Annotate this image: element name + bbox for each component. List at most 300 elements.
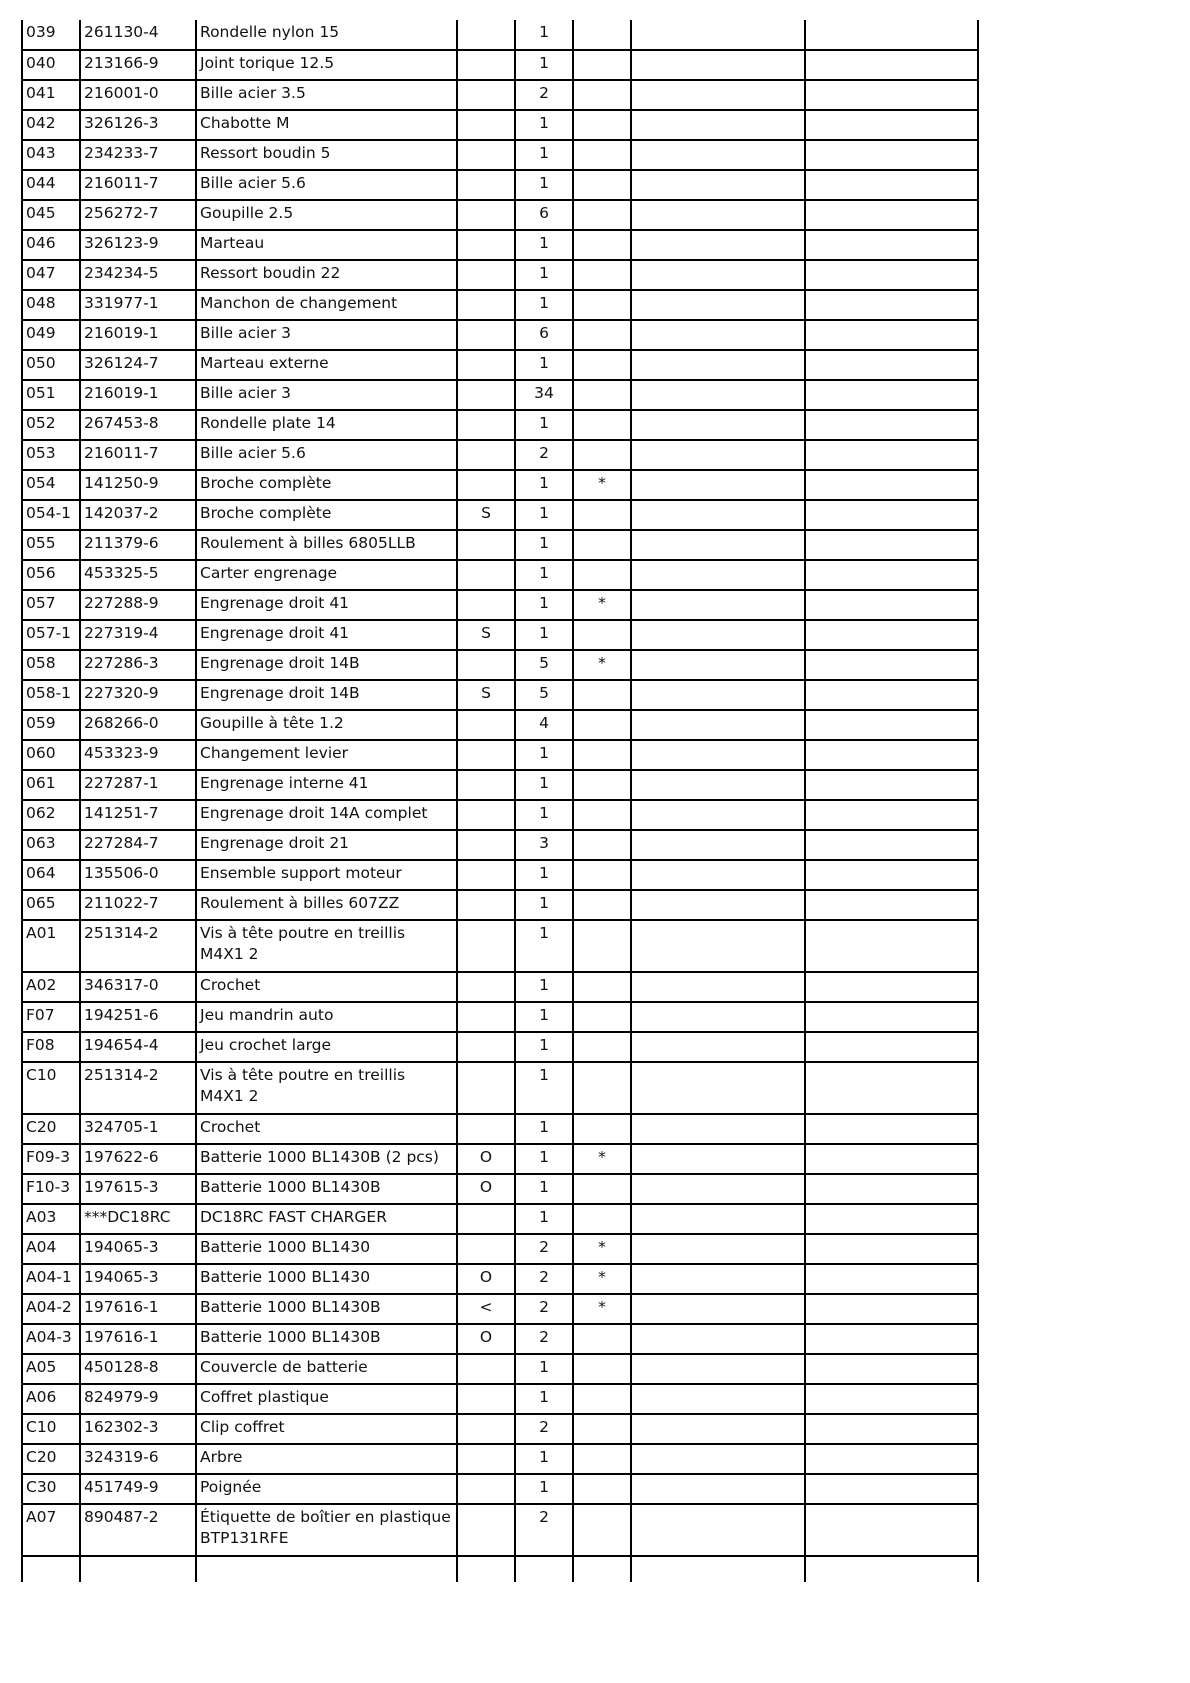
part-number-cell: 142037-2 bbox=[80, 500, 196, 530]
quantity-cell: 5 bbox=[515, 680, 573, 710]
extra-cell-1 bbox=[631, 320, 805, 350]
extra-cell-2 bbox=[805, 890, 978, 920]
extra-cell-2 bbox=[805, 140, 978, 170]
extra-cell-1 bbox=[631, 560, 805, 590]
extra-cell-2 bbox=[805, 1174, 978, 1204]
table-row bbox=[22, 1062, 978, 1114]
extra-cell-2 bbox=[805, 290, 978, 320]
mark-cell bbox=[573, 260, 631, 290]
quantity-cell: 1 bbox=[515, 972, 573, 1002]
table-row bbox=[22, 140, 978, 170]
part-number-cell: 326124-7 bbox=[80, 350, 196, 380]
part-number-cell: 197616-1 bbox=[80, 1324, 196, 1354]
mark-cell bbox=[573, 860, 631, 890]
description-cell: Batterie 1000 BL1430B bbox=[196, 1324, 457, 1354]
note-cell bbox=[457, 650, 515, 680]
description-cell: Bille acier 5.6 bbox=[196, 170, 457, 200]
part-number-cell: 234234-5 bbox=[80, 260, 196, 290]
description-cell: Couvercle de batterie bbox=[196, 1354, 457, 1384]
description-cell: Engrenage droit 41 bbox=[196, 620, 457, 650]
extra-cell-2 bbox=[805, 830, 978, 860]
part-number-cell: 141250-9 bbox=[80, 470, 196, 500]
quantity-cell: 1 bbox=[515, 1002, 573, 1032]
quantity-cell: 1 bbox=[515, 500, 573, 530]
quantity-cell: 1 bbox=[515, 590, 573, 620]
part-number-cell: 227286-3 bbox=[80, 650, 196, 680]
extra-cell-1 bbox=[631, 140, 805, 170]
mark-cell bbox=[573, 320, 631, 350]
part-number-cell: 141251-7 bbox=[80, 800, 196, 830]
note-cell bbox=[457, 20, 515, 50]
empty-cell bbox=[573, 1556, 631, 1582]
item-number-cell: A03 bbox=[22, 1204, 80, 1234]
quantity-cell: 1 bbox=[515, 1204, 573, 1234]
extra-cell-2 bbox=[805, 1002, 978, 1032]
quantity-cell: 1 bbox=[515, 470, 573, 500]
table-row bbox=[22, 290, 978, 320]
item-number-cell: 058 bbox=[22, 650, 80, 680]
item-number-cell: C30 bbox=[22, 1474, 80, 1504]
extra-cell-2 bbox=[805, 200, 978, 230]
item-number-cell: A06 bbox=[22, 1384, 80, 1414]
note-cell: O bbox=[457, 1324, 515, 1354]
note-cell bbox=[457, 290, 515, 320]
note-cell bbox=[457, 560, 515, 590]
extra-cell-2 bbox=[805, 590, 978, 620]
table-row bbox=[22, 770, 978, 800]
part-number-cell: 197616-1 bbox=[80, 1294, 196, 1324]
part-number-cell: 227287-1 bbox=[80, 770, 196, 800]
mark-cell bbox=[573, 1174, 631, 1204]
description-cell: Broche complète bbox=[196, 470, 457, 500]
note-cell bbox=[457, 470, 515, 500]
mark-cell bbox=[573, 1474, 631, 1504]
item-number-cell: A07 bbox=[22, 1504, 80, 1556]
note-cell bbox=[457, 1384, 515, 1414]
extra-cell-1 bbox=[631, 1444, 805, 1474]
description-cell: Rondelle plate 14 bbox=[196, 410, 457, 440]
part-number-cell: 135506-0 bbox=[80, 860, 196, 890]
item-number-cell: C10 bbox=[22, 1414, 80, 1444]
extra-cell-2 bbox=[805, 530, 978, 560]
note-cell bbox=[457, 920, 515, 972]
note-cell bbox=[457, 350, 515, 380]
note-cell bbox=[457, 80, 515, 110]
part-number-cell: 324705-1 bbox=[80, 1114, 196, 1144]
description-cell: Batterie 1000 BL1430 bbox=[196, 1264, 457, 1294]
table-row bbox=[22, 80, 978, 110]
extra-cell-2 bbox=[805, 1234, 978, 1264]
item-number-cell: A04 bbox=[22, 1234, 80, 1264]
table-row bbox=[22, 1204, 978, 1234]
extra-cell-1 bbox=[631, 170, 805, 200]
note-cell bbox=[457, 320, 515, 350]
item-number-cell: 052 bbox=[22, 410, 80, 440]
extra-cell-1 bbox=[631, 1294, 805, 1324]
part-number-cell: 268266-0 bbox=[80, 710, 196, 740]
quantity-cell: 1 bbox=[515, 1384, 573, 1414]
part-number-cell: 227288-9 bbox=[80, 590, 196, 620]
description-cell: Changement levier bbox=[196, 740, 457, 770]
part-number-cell: 331977-1 bbox=[80, 290, 196, 320]
quantity-cell: 1 bbox=[515, 1354, 573, 1384]
part-number-cell: 227319-4 bbox=[80, 620, 196, 650]
empty-cell bbox=[80, 1556, 196, 1582]
description-cell: Joint torique 12.5 bbox=[196, 50, 457, 80]
note-cell bbox=[457, 1032, 515, 1062]
mark-cell bbox=[573, 1114, 631, 1144]
extra-cell-1 bbox=[631, 972, 805, 1002]
table-row bbox=[22, 1474, 978, 1504]
extra-cell-1 bbox=[631, 1174, 805, 1204]
quantity-cell: 1 bbox=[515, 1032, 573, 1062]
mark-cell bbox=[573, 1324, 631, 1354]
extra-cell-1 bbox=[631, 890, 805, 920]
part-number-cell: 267453-8 bbox=[80, 410, 196, 440]
item-number-cell: 054 bbox=[22, 470, 80, 500]
table-row bbox=[22, 920, 978, 972]
extra-cell-2 bbox=[805, 440, 978, 470]
table-row bbox=[22, 1114, 978, 1144]
extra-cell-1 bbox=[631, 710, 805, 740]
part-number-cell: 251314-2 bbox=[80, 920, 196, 972]
item-number-cell: F10-3 bbox=[22, 1174, 80, 1204]
table-row bbox=[22, 1032, 978, 1062]
part-number-cell: 451749-9 bbox=[80, 1474, 196, 1504]
extra-cell-2 bbox=[805, 320, 978, 350]
extra-cell-2 bbox=[805, 80, 978, 110]
table-row bbox=[22, 620, 978, 650]
mark-cell bbox=[573, 170, 631, 200]
part-number-cell: 194065-3 bbox=[80, 1264, 196, 1294]
description-cell: Crochet bbox=[196, 972, 457, 1002]
part-number-cell: 194654-4 bbox=[80, 1032, 196, 1062]
extra-cell-2 bbox=[805, 800, 978, 830]
table-row bbox=[22, 1174, 978, 1204]
table-row bbox=[22, 1504, 978, 1556]
description-cell: Ressort boudin 22 bbox=[196, 260, 457, 290]
note-cell: O bbox=[457, 1174, 515, 1204]
item-number-cell: F07 bbox=[22, 1002, 80, 1032]
description-cell: Étiquette de boîtier en plastique BTP131RFE bbox=[196, 1504, 457, 1556]
table-row bbox=[22, 440, 978, 470]
table-row bbox=[22, 1384, 978, 1414]
note-cell bbox=[457, 770, 515, 800]
item-number-cell: A01 bbox=[22, 920, 80, 972]
extra-cell-1 bbox=[631, 920, 805, 972]
mark-cell bbox=[573, 500, 631, 530]
extra-cell-1 bbox=[631, 1384, 805, 1414]
quantity-cell: 2 bbox=[515, 80, 573, 110]
item-number-cell: F08 bbox=[22, 1032, 80, 1062]
quantity-cell: 2 bbox=[515, 1504, 573, 1556]
item-number-cell: 046 bbox=[22, 230, 80, 260]
mark-cell bbox=[573, 1354, 631, 1384]
mark-cell bbox=[573, 350, 631, 380]
mark-cell bbox=[573, 1204, 631, 1234]
quantity-cell: 1 bbox=[515, 1474, 573, 1504]
extra-cell-2 bbox=[805, 1414, 978, 1444]
extra-cell-2 bbox=[805, 740, 978, 770]
extra-cell-1 bbox=[631, 1324, 805, 1354]
mark-cell bbox=[573, 80, 631, 110]
mark-cell bbox=[573, 1062, 631, 1114]
table-row bbox=[22, 710, 978, 740]
extra-cell-1 bbox=[631, 1204, 805, 1234]
part-number-cell: ***DC18RC bbox=[80, 1204, 196, 1234]
table-row bbox=[22, 410, 978, 440]
mark-cell bbox=[573, 560, 631, 590]
extra-cell-1 bbox=[631, 440, 805, 470]
quantity-cell: 1 bbox=[515, 410, 573, 440]
note-cell bbox=[457, 890, 515, 920]
description-cell: Marteau externe bbox=[196, 350, 457, 380]
extra-cell-1 bbox=[631, 350, 805, 380]
note-cell bbox=[457, 200, 515, 230]
part-number-cell: 216001-0 bbox=[80, 80, 196, 110]
extra-cell-1 bbox=[631, 80, 805, 110]
note-cell bbox=[457, 50, 515, 80]
note-cell bbox=[457, 260, 515, 290]
description-cell: Broche complète bbox=[196, 500, 457, 530]
description-cell: Ensemble support moteur bbox=[196, 860, 457, 890]
item-number-cell: 047 bbox=[22, 260, 80, 290]
extra-cell-2 bbox=[805, 110, 978, 140]
item-number-cell: A05 bbox=[22, 1354, 80, 1384]
description-cell: Engrenage droit 14A complet bbox=[196, 800, 457, 830]
extra-cell-2 bbox=[805, 680, 978, 710]
quantity-cell: 1 bbox=[515, 740, 573, 770]
quantity-cell: 1 bbox=[515, 140, 573, 170]
description-cell: Arbre bbox=[196, 1444, 457, 1474]
note-cell: < bbox=[457, 1294, 515, 1324]
item-number-cell: 044 bbox=[22, 170, 80, 200]
description-cell: Bille acier 5.6 bbox=[196, 440, 457, 470]
note-cell bbox=[457, 710, 515, 740]
description-cell: Roulement à billes 6805LLB bbox=[196, 530, 457, 560]
part-number-cell: 194251-6 bbox=[80, 1002, 196, 1032]
note-cell bbox=[457, 530, 515, 560]
item-number-cell: 062 bbox=[22, 800, 80, 830]
description-cell: Rondelle nylon 15 bbox=[196, 20, 457, 50]
parts-list-page bbox=[21, 20, 979, 1582]
extra-cell-1 bbox=[631, 1032, 805, 1062]
extra-cell-2 bbox=[805, 770, 978, 800]
description-cell: Engrenage droit 14B bbox=[196, 650, 457, 680]
part-number-cell: 450128-8 bbox=[80, 1354, 196, 1384]
extra-cell-1 bbox=[631, 1002, 805, 1032]
mark-cell bbox=[573, 290, 631, 320]
quantity-cell: 1 bbox=[515, 800, 573, 830]
note-cell bbox=[457, 1414, 515, 1444]
extra-cell-2 bbox=[805, 710, 978, 740]
extra-cell-1 bbox=[631, 770, 805, 800]
note-cell: S bbox=[457, 680, 515, 710]
mark-cell bbox=[573, 20, 631, 50]
description-cell: Jeu mandrin auto bbox=[196, 1002, 457, 1032]
extra-cell-2 bbox=[805, 380, 978, 410]
extra-cell-1 bbox=[631, 1354, 805, 1384]
note-cell bbox=[457, 590, 515, 620]
item-number-cell: C20 bbox=[22, 1444, 80, 1474]
description-cell: Marteau bbox=[196, 230, 457, 260]
mark-cell: * bbox=[573, 1234, 631, 1264]
extra-cell-2 bbox=[805, 1504, 978, 1556]
extra-cell-1 bbox=[631, 260, 805, 290]
description-cell: Goupille à tête 1.2 bbox=[196, 710, 457, 740]
mark-cell bbox=[573, 110, 631, 140]
table-row bbox=[22, 1144, 978, 1174]
item-number-cell: 048 bbox=[22, 290, 80, 320]
mark-cell: * bbox=[573, 1294, 631, 1324]
note-cell bbox=[457, 860, 515, 890]
extra-cell-2 bbox=[805, 650, 978, 680]
description-cell: Poignée bbox=[196, 1474, 457, 1504]
item-number-cell: 055 bbox=[22, 530, 80, 560]
part-number-cell: 346317-0 bbox=[80, 972, 196, 1002]
quantity-cell: 1 bbox=[515, 170, 573, 200]
note-cell bbox=[457, 1002, 515, 1032]
part-number-cell: 324319-6 bbox=[80, 1444, 196, 1474]
description-cell: Ressort boudin 5 bbox=[196, 140, 457, 170]
extra-cell-1 bbox=[631, 50, 805, 80]
quantity-cell: 1 bbox=[515, 530, 573, 560]
item-number-cell: 040 bbox=[22, 50, 80, 80]
extra-cell-2 bbox=[805, 1114, 978, 1144]
quantity-cell: 4 bbox=[515, 710, 573, 740]
item-number-cell: A04-1 bbox=[22, 1264, 80, 1294]
item-number-cell: 039 bbox=[22, 20, 80, 50]
extra-cell-1 bbox=[631, 830, 805, 860]
extra-cell-1 bbox=[631, 1414, 805, 1444]
extra-cell-2 bbox=[805, 1474, 978, 1504]
extra-cell-1 bbox=[631, 1474, 805, 1504]
extra-cell-1 bbox=[631, 1264, 805, 1294]
mark-cell bbox=[573, 380, 631, 410]
extra-cell-1 bbox=[631, 650, 805, 680]
item-number-cell: 041 bbox=[22, 80, 80, 110]
quantity-cell: 6 bbox=[515, 200, 573, 230]
note-cell bbox=[457, 380, 515, 410]
table-row bbox=[22, 830, 978, 860]
quantity-cell: 1 bbox=[515, 110, 573, 140]
table-row bbox=[22, 230, 978, 260]
quantity-cell: 1 bbox=[515, 260, 573, 290]
note-cell: S bbox=[457, 500, 515, 530]
note-cell bbox=[457, 1354, 515, 1384]
quantity-cell: 1 bbox=[515, 1114, 573, 1144]
quantity-cell: 1 bbox=[515, 1062, 573, 1114]
table-row bbox=[22, 1234, 978, 1264]
mark-cell bbox=[573, 1032, 631, 1062]
extra-cell-1 bbox=[631, 470, 805, 500]
extra-cell-2 bbox=[805, 50, 978, 80]
description-cell: Clip coffret bbox=[196, 1414, 457, 1444]
note-cell bbox=[457, 1474, 515, 1504]
mark-cell bbox=[573, 890, 631, 920]
note-cell bbox=[457, 972, 515, 1002]
table-row bbox=[22, 972, 978, 1002]
quantity-cell: 2 bbox=[515, 1414, 573, 1444]
quantity-cell: 1 bbox=[515, 860, 573, 890]
quantity-cell: 3 bbox=[515, 830, 573, 860]
quantity-cell: 1 bbox=[515, 770, 573, 800]
table-row bbox=[22, 1324, 978, 1354]
quantity-cell: 1 bbox=[515, 560, 573, 590]
part-number-cell: 227320-9 bbox=[80, 680, 196, 710]
mark-cell bbox=[573, 800, 631, 830]
part-number-cell: 256272-7 bbox=[80, 200, 196, 230]
table-row bbox=[22, 200, 978, 230]
quantity-cell: 34 bbox=[515, 380, 573, 410]
note-cell bbox=[457, 800, 515, 830]
mark-cell bbox=[573, 740, 631, 770]
extra-cell-2 bbox=[805, 470, 978, 500]
extra-cell-2 bbox=[805, 1204, 978, 1234]
mark-cell bbox=[573, 530, 631, 560]
mark-cell bbox=[573, 1414, 631, 1444]
quantity-cell: 2 bbox=[515, 1324, 573, 1354]
extra-cell-1 bbox=[631, 680, 805, 710]
part-number-cell: 890487-2 bbox=[80, 1504, 196, 1556]
table-row bbox=[22, 320, 978, 350]
mark-cell bbox=[573, 680, 631, 710]
description-cell: Bille acier 3 bbox=[196, 380, 457, 410]
mark-cell bbox=[573, 410, 631, 440]
extra-cell-1 bbox=[631, 740, 805, 770]
extra-cell-2 bbox=[805, 20, 978, 50]
empty-cell bbox=[631, 1556, 805, 1582]
mark-cell bbox=[573, 50, 631, 80]
description-cell: Coffret plastique bbox=[196, 1384, 457, 1414]
description-cell: Roulement à billes 607ZZ bbox=[196, 890, 457, 920]
table-row bbox=[22, 1002, 978, 1032]
extra-cell-2 bbox=[805, 1062, 978, 1114]
part-number-cell: 211022-7 bbox=[80, 890, 196, 920]
item-number-cell: A02 bbox=[22, 972, 80, 1002]
quantity-cell: 1 bbox=[515, 1444, 573, 1474]
extra-cell-1 bbox=[631, 1114, 805, 1144]
table-row bbox=[22, 170, 978, 200]
empty-table-row bbox=[22, 1556, 978, 1582]
table-row bbox=[22, 380, 978, 410]
table-row bbox=[22, 350, 978, 380]
table-row bbox=[22, 500, 978, 530]
note-cell: S bbox=[457, 620, 515, 650]
extra-cell-1 bbox=[631, 230, 805, 260]
table-row bbox=[22, 800, 978, 830]
item-number-cell: 063 bbox=[22, 830, 80, 860]
part-number-cell: 251314-2 bbox=[80, 1062, 196, 1114]
extra-cell-1 bbox=[631, 500, 805, 530]
item-number-cell: 059 bbox=[22, 710, 80, 740]
note-cell bbox=[457, 230, 515, 260]
extra-cell-1 bbox=[631, 1144, 805, 1174]
item-number-cell: 061 bbox=[22, 770, 80, 800]
description-cell: Crochet bbox=[196, 1114, 457, 1144]
extra-cell-2 bbox=[805, 560, 978, 590]
table-row bbox=[22, 530, 978, 560]
item-number-cell: 043 bbox=[22, 140, 80, 170]
quantity-cell: 1 bbox=[515, 290, 573, 320]
quantity-cell: 2 bbox=[515, 1294, 573, 1324]
extra-cell-1 bbox=[631, 380, 805, 410]
part-number-cell: 216011-7 bbox=[80, 440, 196, 470]
table-row bbox=[22, 20, 978, 50]
table-row bbox=[22, 470, 978, 500]
item-number-cell: C20 bbox=[22, 1114, 80, 1144]
parts-table bbox=[21, 20, 979, 1582]
